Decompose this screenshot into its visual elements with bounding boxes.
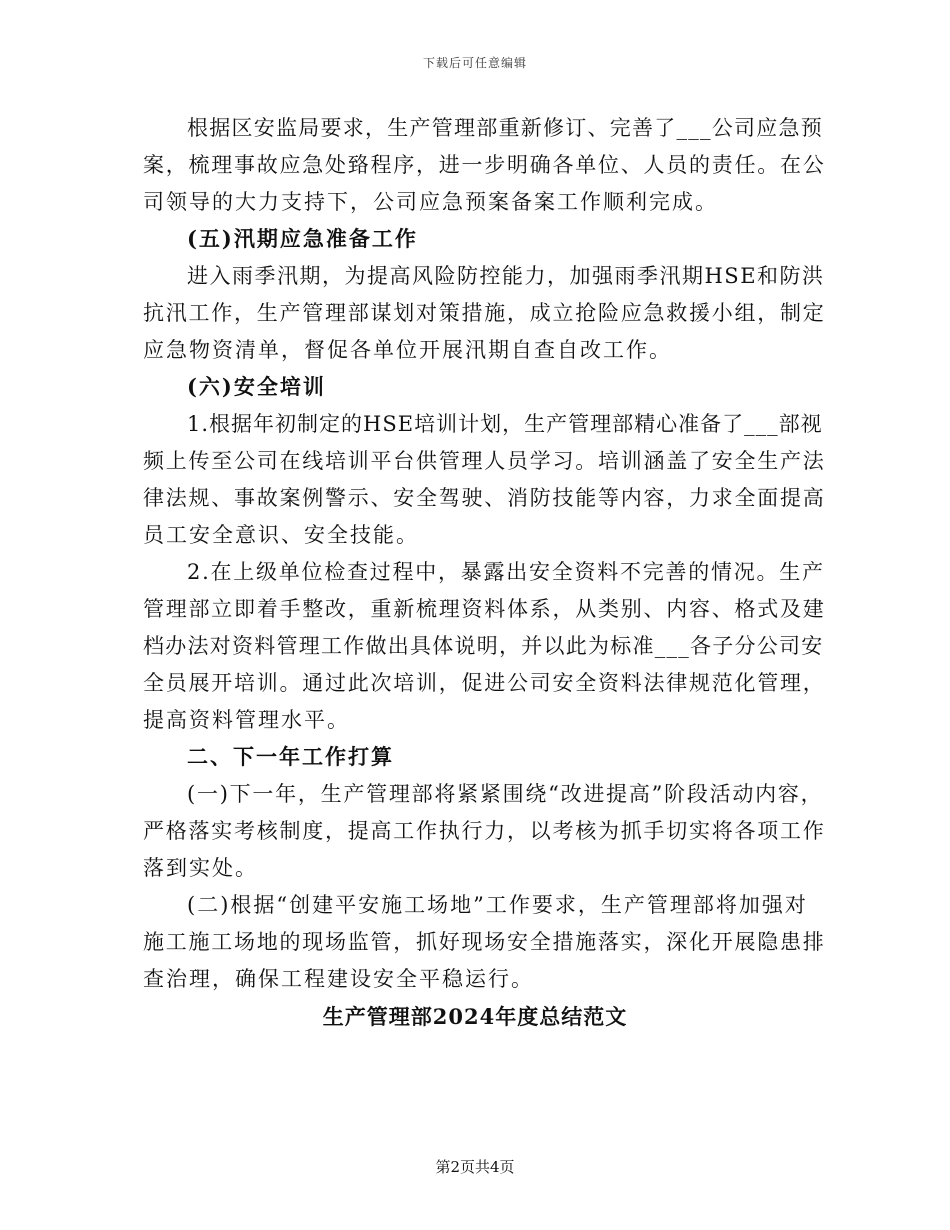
paragraph-line: 施工施工场地的现场监管，抓好现场安全措施落实，深化开展隐患排 <box>143 930 826 954</box>
paragraph-line: 案，梳理事故应急处臵程序，进一步明确各单位、人员的责任。在公 <box>143 153 826 177</box>
paragraph-line: 2.在上级单位检查过程中，暴露出安全资料不完善的情况。生产 <box>187 560 825 584</box>
paragraph-line: 进入雨季汛期，为提高风险防控能力，加强雨季汛期HSE和防洪 <box>187 264 825 288</box>
paragraph-line: 律法规、事故案例警示、安全驾驶、消防技能等内容，力求全面提高 <box>143 486 826 510</box>
paragraph-line: (二)根据“创建平安施工场地”工作要求，生产管理部将加强对 <box>187 893 808 917</box>
paragraph-line: 抗汛工作，生产管理部谋划对策措施，成立抢险应急救援小组，制定 <box>143 301 826 325</box>
paragraph-line: 应急物资清单，督促各单位开展汛期自查自改工作。 <box>143 338 672 362</box>
section-heading: 二、下一年工作打算 <box>187 744 394 769</box>
section-heading: (五)汛期应急准备工作 <box>187 226 418 251</box>
paragraph-line: 档办法对资料管理工作做出具体说明，并以此为标准___各子分公司安 <box>143 634 824 658</box>
document-title: 生产管理部2024年度总结范文 <box>322 1004 628 1029</box>
paragraph-line: 频上传至公司在线培训平台供管理人员学习。培训涵盖了安全生产法 <box>143 449 826 473</box>
paragraph-line: 全员展开培训。通过此次培训，促进公司安全资料法律规范化管理， <box>143 671 826 695</box>
paragraph-line: 1.根据年初制定的HSE培训计划，生产管理部精心准备了___部视 <box>187 412 823 436</box>
header-note: 下载后可任意编辑 <box>422 56 527 70</box>
paragraph-line: 根据区安监局要求，生产管理部重新修订、完善了___公司应急预 <box>187 116 823 140</box>
paragraph-line: (一)下一年，生产管理部将紧紧围绕“改进提高”阶段活动内容， <box>187 782 824 806</box>
paragraph-line: 管理部立即着手整改，重新梳理资料体系，从类别、内容、格式及建 <box>143 597 826 621</box>
paragraph-line: 司领导的大力支持下，公司应急预案备案工作顺利完成。 <box>143 190 718 214</box>
paragraph-line: 落到实处。 <box>143 856 258 880</box>
section-heading: (六)安全培训 <box>187 374 326 399</box>
paragraph-line: 严格落实考核制度，提高工作执行力，以考核为抓手切实将各项工作 <box>143 819 826 843</box>
paragraph-line: 提高资料管理水平。 <box>143 708 350 732</box>
paragraph-line: 查治理，确保工程建设安全平稳运行。 <box>143 967 534 991</box>
paragraph-line: 员工安全意识、安全技能。 <box>143 523 419 547</box>
page-number: 第2页共4页 <box>435 1158 515 1176</box>
